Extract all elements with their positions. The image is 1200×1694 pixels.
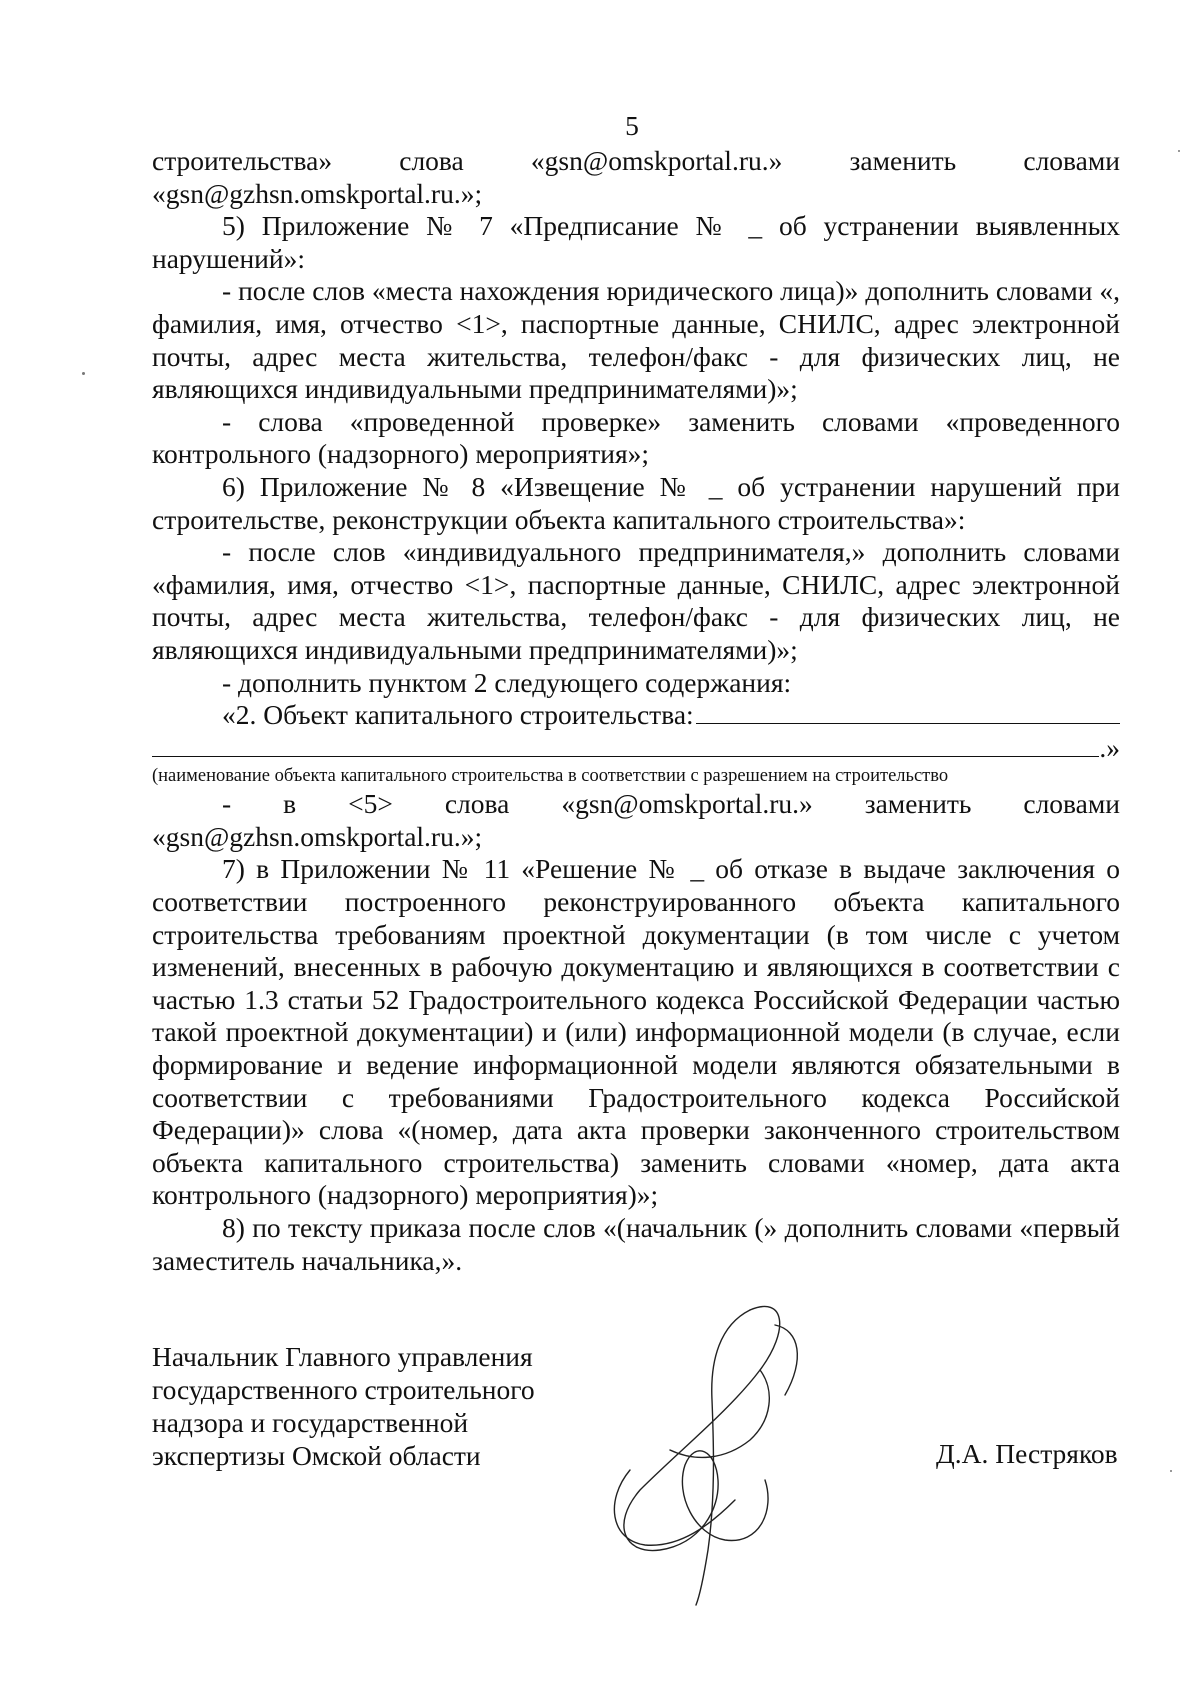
fill-in-end: .» [1099, 731, 1120, 763]
paragraph-item-7: 7) в Приложении № 11 «Решение № _ об отказе в выдаче заключения о соответствии построенного реконструированного объекта капитального строительства требованиям проектной документации (в том числе с учетом изменений, внесенных в рабочую документацию и являющихся в соответствии с частью 1.3 статьи 52 Градостроительного кодекса Российской Федерации частью такой проектной документации) и (или) информационной модели (в случае, если формирование и ведение информационной модели являются обязательными в соответствии с требованиями Градостроительного кодекса Российской Федерации)» слова «(номер, дата акта проверки законченного строительством объекта капитального строительства) заменить словами «номер, дата акта контрольного (надзорного) мероприятия)»; [152, 853, 1120, 1211]
paragraph-item-8: 8) по тексту приказа после слов «(начальник (» дополнить словами «первый заместитель начальника,». [152, 1212, 1120, 1276]
paragraph-item-5: 5) Приложение № 7 «Предписание № _ об устранении выявленных нарушений»: [152, 210, 1120, 274]
blank-underline [696, 701, 1120, 724]
handwritten-signature [600, 1300, 860, 1610]
scan-speck [82, 372, 85, 375]
paragraph-line: - в <5> слова «gsn@omskportal.ru.» заменить словами [222, 788, 1120, 820]
signatory-title-line: экспертизы Омской области [152, 1440, 481, 1471]
signatory-title-line: государственного строительного [152, 1374, 535, 1405]
paragraph: - дополнить пунктом 2 следующего содержания: [222, 666, 792, 698]
fill-in-label: «2. Объект капитального строительства: [222, 699, 694, 731]
paragraph-line: строительства» слова «gsn@omskportal.ru.» заменить словами [152, 145, 1120, 176]
signatory-name: Д.А. Пестряков [936, 1438, 1118, 1469]
paragraph: - после слов «индивидуального предпринимателя,» дополнить словами «фамилия, имя, отчество <1>, паспортные данные, СНИЛС, адрес электронной почты, адрес места жительства, телефон/факс - для физических лиц, не являющихся индивидуальными предпринимателями)»; [152, 536, 1120, 665]
scan-speck [1170, 1470, 1172, 1472]
paragraph-line: «gsn@gzhsn.omskportal.ru.»; [152, 177, 483, 209]
paragraph: - после слов «места нахождения юридического лица)» дополнить словами «, фамилия, имя, отчество <1>, паспортные данные, СНИЛС, адрес электронной почты, адрес места жительства, телефон/факс - для физических лиц, не являющихся индивидуальными предпринимателями)»; [152, 275, 1120, 405]
fill-in-line-2 [152, 732, 1120, 765]
signature-stroke [624, 1306, 780, 1550]
signature-stroke [670, 1370, 769, 1457]
paragraph-item-6: 6) Приложение № 8 «Извещение № _ об устранении нарушений при строительстве, реконструкции объекта капитального строительства»: [152, 470, 1120, 535]
signatory-title-line: надзора и государственной [152, 1407, 469, 1438]
fill-in-line [152, 699, 1120, 732]
signatory-title [152, 1340, 572, 1472]
document-body [152, 145, 1120, 1277]
signatory-title-line: Начальник Главного управления [152, 1341, 533, 1372]
signature-stroke [614, 1470, 735, 1545]
blank-underline [152, 734, 1099, 757]
page-number: 5 [625, 110, 639, 141]
fill-in-caption: (наименование объекта капитального строительства в соответствии с разрешением на строительство [152, 766, 949, 787]
paragraph-line: «gsn@gzhsn.omskportal.ru.»; [152, 820, 483, 852]
scan-speck [1178, 150, 1180, 152]
paragraph: - слова «проведенной проверке» заменить словами «проведенного контрольного (надзорного) мероприятия»; [152, 405, 1120, 470]
